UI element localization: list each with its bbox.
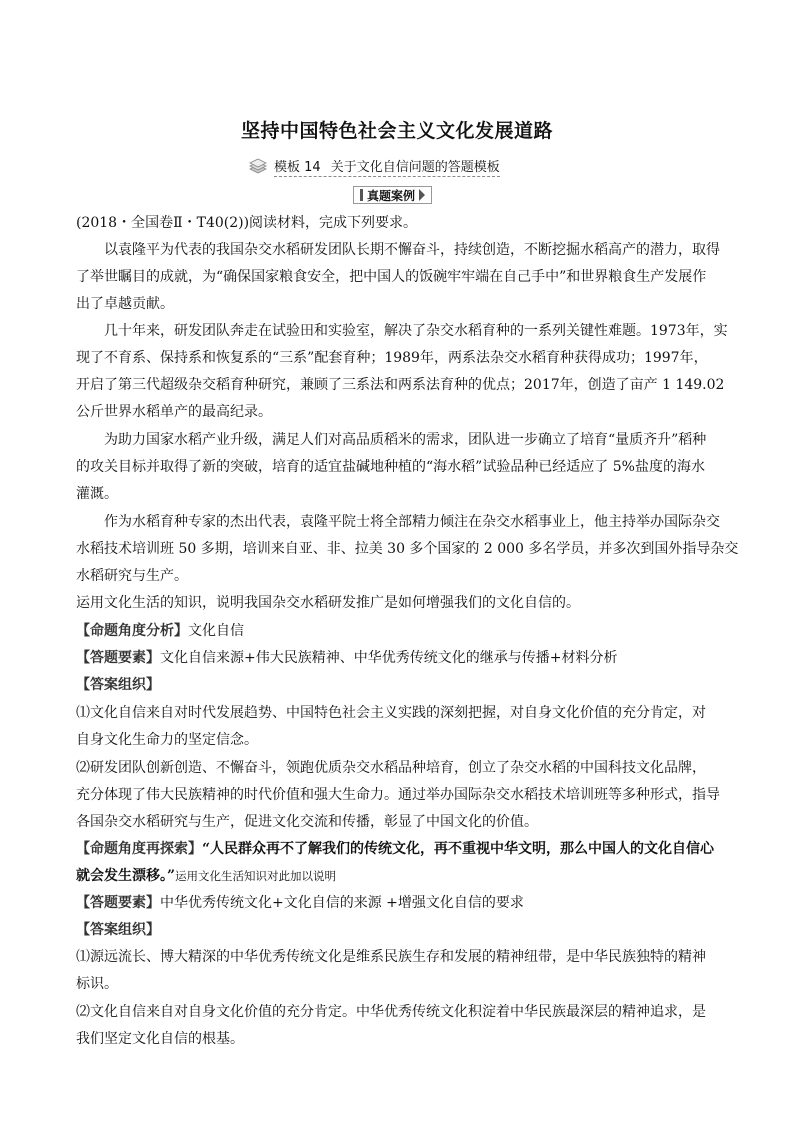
section-tag <box>353 186 432 204</box>
template-subtitle <box>248 156 500 176</box>
answer-organization-label-2: 【答案组织】 <box>76 922 160 938</box>
elements-row-2 <box>76 892 524 912</box>
paragraph-line: 的攻关目标并取得了新的突破，培育的适宜盐碱地种植的“海水稻”试验品种已经适应了 5%盐度的海水 <box>76 459 705 475</box>
paragraph-line: 几十年来，研发团队奔走在试验田和实验室，解决了杂交水稻育种的一系列关键性难题。1973年，实 <box>104 323 728 339</box>
answer-line: ⑵研发团队创新创造、不懈奋斗，领跑优质杂交水稻品种培育，创立了杂交水稻的中国科技文化品牌， <box>76 760 706 776</box>
paragraph-line: 现了不育系、保持系和恢复系的“三系”配套育种；1989年，两系法杂交水稻育种获得成功；1997年， <box>76 350 708 366</box>
elements-label-2: 【答题要素】 <box>76 895 160 911</box>
answer-line: 充分体现了伟大民族精神的时代价值和强大生命力。通过举办国际杂交水稻技术培训班等多种形式，指导 <box>76 787 720 803</box>
explore-quote: “人民群众再不了解我们的传统文化，再不重视中华文明，那么中国人的文化自信心 <box>202 841 715 857</box>
paragraph-line: 以袁隆平为代表的我国杂交水稻研发团队长期不懈奋斗，持续创造，不断挖掘水稻高产的潜力，取得 <box>104 242 720 258</box>
analysis-row <box>76 620 244 640</box>
paragraph-line: 出了卓越贡献。 <box>76 296 174 312</box>
elements-label: 【答题要素】 <box>76 650 160 666</box>
answer-line: 标识。 <box>76 976 118 992</box>
answer-line: 自身文化生命力的坚定信念。 <box>76 732 258 748</box>
section-tag-label: 真题案例 <box>367 188 416 203</box>
elements-row <box>76 647 617 667</box>
answer-line: 各国杂交水稻研究与生产，促进文化交流和传播，彰显了中国文化的价值。 <box>76 814 538 830</box>
paragraph-line: 为助力国家水稻产业升级，满足人们对高品质稻米的需求，团队进一步确立了培育“量质齐升”稻种 <box>104 432 707 448</box>
paragraph-line: 开启了第三代超级杂交稻育种研究，兼顾了三系法和两系法育种的优点；2017年，创造了亩产 1 149.02 <box>76 377 725 393</box>
page-title: 坚持中国特色社会主义文化发展道路 <box>240 120 553 142</box>
analysis-label: 【命题角度分析】 <box>76 623 188 639</box>
explore-quote-end: 就会发生漂移。” <box>76 868 176 884</box>
explore-instruction: 运用文化生活知识对此加以说明 <box>175 869 337 883</box>
elements-text: 文化自信来源+伟大民族精神、中华优秀传统文化的继承与传播+材料分析 <box>160 650 618 666</box>
tag-arrow-icon <box>419 189 425 201</box>
elements-text-2: 中华优秀传统文化+文化自信的来源 +增强文化自信的要求 <box>160 895 524 911</box>
paragraph-line: 作为水稻育种专家的杰出代表，袁隆平院士将全部精力倾注在杂交水稻事业上，他主持举办国际杂交 <box>104 514 720 530</box>
paragraph-line: 水稻技术培训班 50 多期，培训来自亚、非、拉美 30 多个国家的 2 000 多名学员，并多次到国外指导杂交 <box>76 541 739 557</box>
template-label <box>274 156 500 177</box>
question-text: 运用文化生活的知识，说明我国杂交水稻研发推广是如何增强我们的文化自信的。 <box>76 595 580 611</box>
answer-line: 我们坚定文化自信的根基。 <box>76 1031 244 1047</box>
analysis-text: 文化自信 <box>188 623 244 639</box>
answer-organization-label: 【答案组织】 <box>76 677 160 693</box>
paragraph-line: 了举世瞩目的成就，为“确保国家粮食安全，把中国人的饭碗牢牢端在自己手中”和世界粮食生产发展作 <box>76 269 707 285</box>
explore-row-cont <box>76 865 336 885</box>
source-line: (2018・全国卷Ⅱ・T40(2))阅读材料，完成下列要求。 <box>76 215 418 231</box>
answer-line: ⑴源远流长、博大精深的中华优秀传统文化是维系民族生存和发展的精神纽带，是中华民族独特的精神 <box>76 949 706 965</box>
paragraph-line: 灌溉。 <box>76 486 118 502</box>
template-number: 模板 14 <box>274 159 321 175</box>
answer-line: ⑵文化自信来自对自身文化价值的充分肯定。中华优秀传统文化积淀着中华民族最深层的精神追求，是 <box>76 1004 706 1020</box>
books-icon <box>248 158 268 174</box>
tag-bar-icon <box>360 189 363 201</box>
explore-label: 【命题角度再探索】 <box>76 841 202 857</box>
template-topic: 关于文化自信问题的答题模板 <box>330 159 500 175</box>
explore-row <box>76 838 714 858</box>
paragraph-line: 公斤世界水稻单产的最高纪录。 <box>76 404 272 420</box>
paragraph-line: 水稻研究与生产。 <box>76 568 188 584</box>
answer-line: ⑴文化自信来自对时代发展趋势、中国特色社会主义实践的深刻把握，对自身文化价值的充分肯定，对 <box>76 705 706 721</box>
